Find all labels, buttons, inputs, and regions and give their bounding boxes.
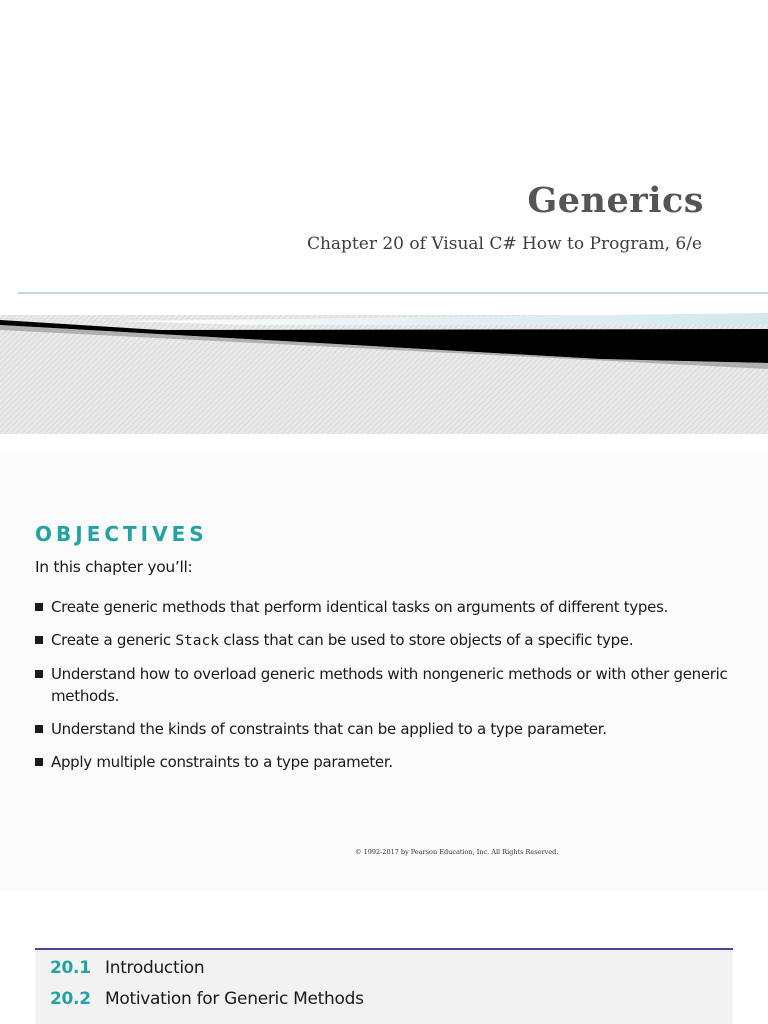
- objective-text: Create a generic: [51, 631, 176, 649]
- section-title: Motivation for Generic Methods: [105, 989, 364, 1009]
- title-slide: [0, 0, 768, 434]
- bullet-square-icon: [35, 670, 43, 678]
- bullet-square-icon: [35, 758, 43, 766]
- objective-item: [35, 596, 750, 618]
- contents-item: [50, 989, 364, 1009]
- section-number: 20.2: [50, 989, 91, 1009]
- objectives-heading: OBJECTIVES: [35, 522, 208, 546]
- contents-box: [35, 948, 733, 1024]
- slide-gap: [0, 890, 768, 936]
- slide-subtitle: Chapter 20 of Visual C# How to Program, 6/e: [306, 234, 702, 254]
- objective-item: [35, 718, 750, 740]
- objective-text: Create generic methods that perform identical tasks on arguments of different types.: [51, 598, 669, 616]
- objective-item: [35, 751, 750, 773]
- section-title: Introduction: [105, 958, 205, 978]
- copyright-notice: © 1992-2017 by Pearson Education, Inc. All Rights Reserved.: [355, 848, 559, 856]
- objectives-slide: [0, 452, 768, 890]
- objective-item: [35, 663, 750, 707]
- contents-slide: [0, 936, 768, 1024]
- objectives-intro: In this chapter you’ll:: [35, 558, 193, 576]
- contents-item: [50, 958, 204, 978]
- slide-gap: [0, 434, 768, 452]
- objective-item: [35, 629, 750, 652]
- bullet-square-icon: [35, 725, 43, 733]
- code-keyword: Stack: [175, 633, 219, 649]
- objective-text: Understand the kinds of constraints that can be applied to a type parameter.: [51, 720, 607, 738]
- section-number: 20.1: [50, 958, 91, 978]
- objective-text: Understand how to overload generic methods with nongeneric methods or with other generic methods.: [51, 665, 728, 705]
- decorative-swoosh: [0, 285, 768, 434]
- bullet-square-icon: [35, 603, 43, 611]
- slide-title: Generics: [527, 180, 704, 221]
- objective-text: Apply multiple constraints to a type parameter.: [51, 753, 393, 771]
- objective-text-rest: class that can be used to store objects of a specific type.: [218, 631, 634, 649]
- bullet-square-icon: [35, 636, 43, 644]
